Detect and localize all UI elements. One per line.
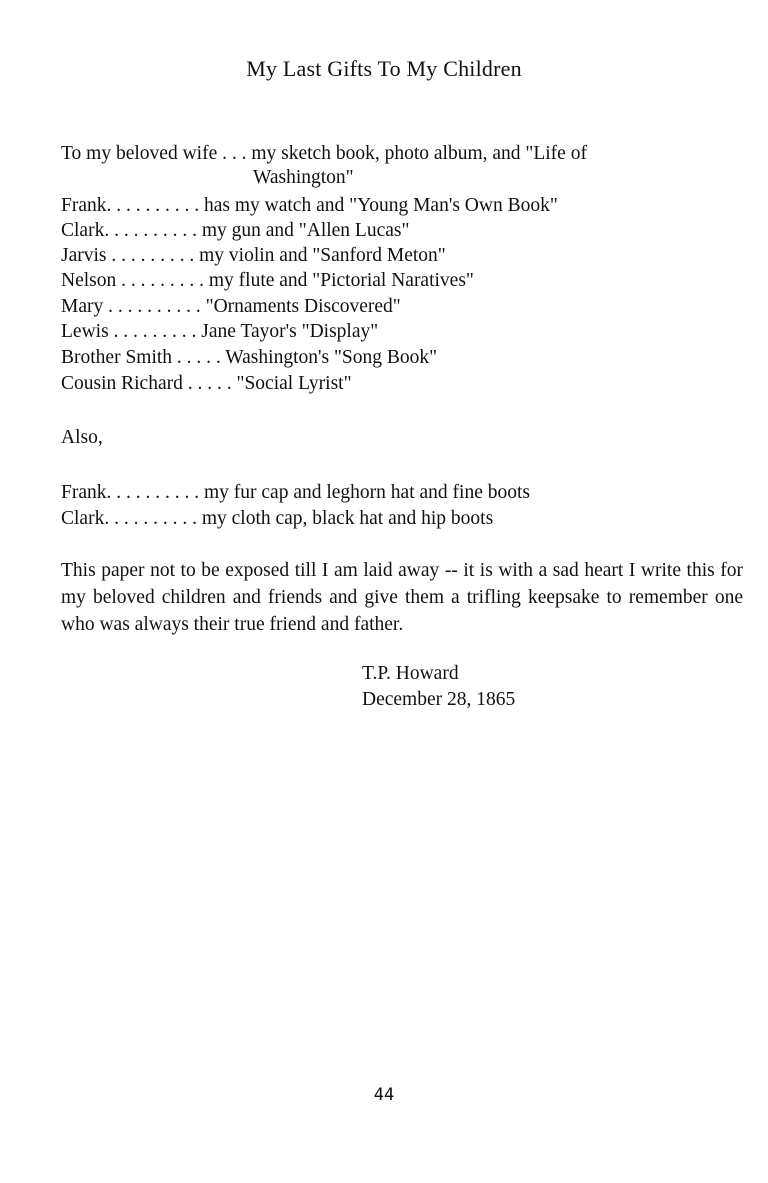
gift-line-jarvis: Jarvis . . . . . . . . . my violin and "Sanford Meton" <box>61 245 446 266</box>
gift-line-mary: Mary . . . . . . . . . . "Ornaments Discovered" <box>61 296 401 317</box>
gift-line-cousin-richard: Cousin Richard . . . . . "Social Lyrist" <box>61 373 352 394</box>
gift-line-clark: Clark. . . . . . . . . . my gun and "Allen Lucas" <box>61 220 410 241</box>
signature-name: T.P. Howard <box>362 663 459 684</box>
gift-line-wife: To my beloved wife . . . my sketch book, photo album, and "Life of <box>61 143 587 164</box>
closing-paragraph: This paper not to be exposed till I am laid away -- it is with a sad heart I write this for my beloved children and friends and give them a trifling keepsake to remember one who was always their true friend and father. <box>61 560 743 635</box>
signature-date: December 28, 1865 <box>362 689 516 710</box>
also-line-frank: Frank. . . . . . . . . . my fur cap and leghorn hat and fine boots <box>61 482 530 503</box>
page-title: My Last Gifts To My Children <box>246 56 522 81</box>
also-label: Also, <box>61 427 103 448</box>
gift-line-wife-continued: Washington" <box>253 167 354 188</box>
gift-line-frank: Frank. . . . . . . . . . has my watch and "Young Man's Own Book" <box>61 195 558 216</box>
also-line-clark: Clark. . . . . . . . . . my cloth cap, black hat and hip boots <box>61 508 494 529</box>
gift-line-nelson: Nelson . . . . . . . . . my flute and "Pictorial Naratives" <box>61 270 474 291</box>
gift-line-lewis: Lewis . . . . . . . . . Jane Tayor's "Display" <box>61 321 379 342</box>
page-number: 44 <box>373 1085 395 1105</box>
gift-line-brother-smith: Brother Smith . . . . . Washington's "Song Book" <box>61 347 438 368</box>
